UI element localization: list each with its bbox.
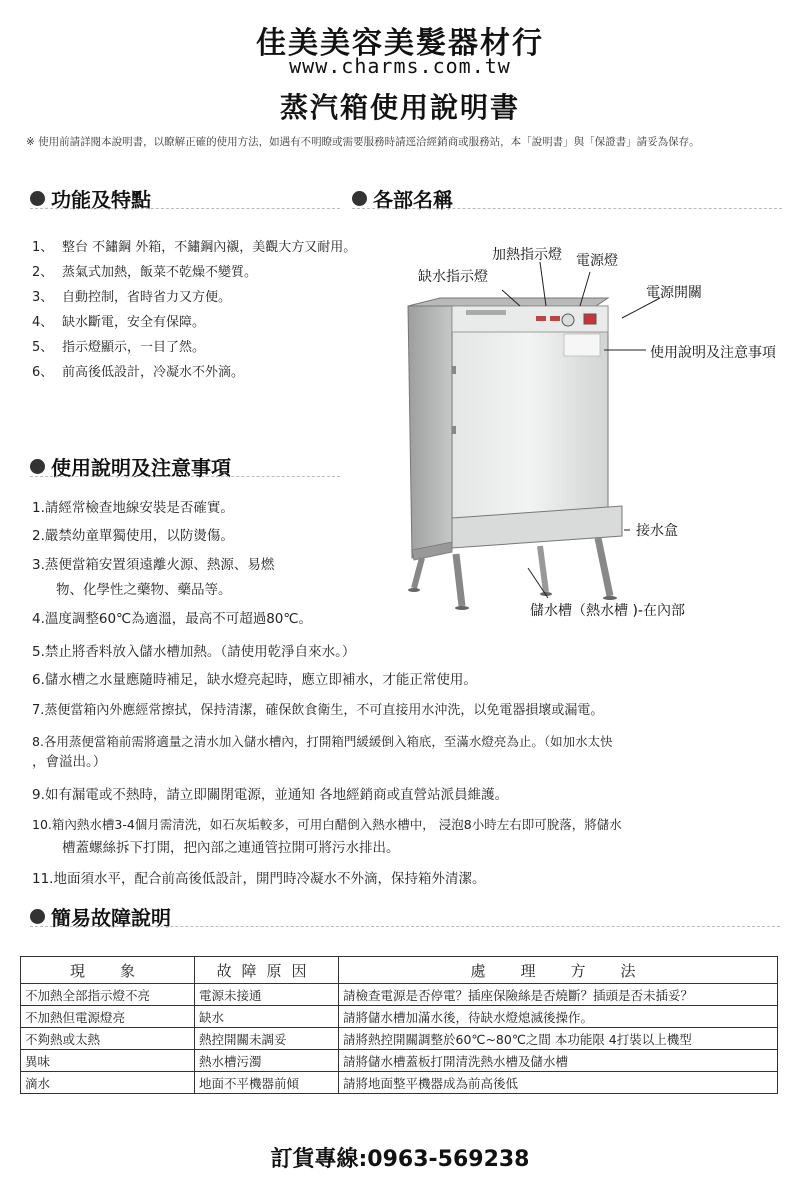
table-row [21,1028,778,1050]
table-row [21,1006,778,1028]
table-row [21,1072,778,1094]
feature-item: 4、 缺水斷電，安全有保障。 [32,315,206,330]
column-header: 現 象 [21,957,195,984]
instruction-item: 7.蒸便當箱內外應經常擦拭，保持清潔，確保飲食衛生，不可直接用水沖洗，以免電器損壞或漏電。 [32,703,604,718]
instruction-item: 9.如有漏電或不熱時，請立即關閉電源，並通知 各地經銷商或直營站派員維護。 [32,787,509,803]
instruction-item: 10.箱內熱水槽3-4個月需清洗，如石灰垢較多，可用白醋倒入熱水槽中， 浸泡8小時左右即可脫落，將儲水 [32,817,622,832]
water-tank-label: 儲水槽（熱水槽 )-在內部 [530,603,685,619]
document-title: 蒸汽箱使用說明書 [279,91,520,124]
drip-box-label: 接水盒 [636,523,678,539]
instruction-item: 8.各用蒸便當箱前需將適量之清水加入儲水槽內，打開箱門緩緩倒入箱底，至滿水燈亮為止。（如加水太快 [32,734,613,749]
company-name: 佳美美容美髮器材行 [256,26,544,61]
parts-title: 各部名稱 [373,188,453,212]
usage-notice: ※ 使用前請詳閱本說明書，以瞭解正確的使用方法，如遇有不明瞭或需要服務時請逕洽經銷商或服務站，本「說明書」與「保證書」請妥為保存。 [26,136,700,148]
instruction-item: 3.蒸便當箱安置須遠離火源、熱源、易燃 [32,557,275,573]
feature-item: 6、 前高後低設計，冷凝水不外滴。 [32,365,245,380]
instruction-item: 5.禁止將香料放入儲水槽加熱。（請使用乾淨自來水。） [32,644,356,660]
column-header: 故障原因 [195,957,339,984]
power-light-label: 電源燈 [576,253,618,269]
power-switch-label: 電源開關 [646,285,702,301]
troubleshooting-title: 簡易故障說明 [51,906,171,930]
table-cell: 熱控開關未調妥 [195,1028,339,1050]
instruction-item: 11.地面須水平，配合前高後低設計，開門時冷凝水不外滴，保持箱外清潔。 [32,871,486,887]
table-cell: 電源未接通 [195,984,339,1006]
feature-item: 1、 整台 不鏽鋼 外箱，不鏽鋼內襯，美觀大方又耐用。 [32,240,357,255]
bullet-icon [30,459,45,474]
instructions-title: 使用說明及注意事項 [51,456,231,480]
divider [30,926,780,927]
instruction-item: ，會溢出。） [32,754,107,770]
feature-item: 5、 指示燈顯示，一目了然。 [32,340,206,355]
table-cell: 請檢查電源是否停電？插座保險絲是否燒斷？插頭是否未插妥？ [339,984,778,1006]
instruction-item: 槽蓋螺絲拆下打開，把內部之連通管拉開可將污水排出。 [62,840,400,856]
heating-light-label: 加熱指示燈 [492,247,562,263]
features-title: 功能及特點 [51,188,151,212]
table-cell: 請將儲水槽蓋板打開清洗熱水槽及儲水槽 [339,1050,778,1072]
table-cell: 熱水槽污濁 [195,1050,339,1072]
table-row [21,1050,778,1072]
table-cell: 不加熱全部指示燈不亮 [21,984,195,1006]
table-row [21,984,778,1006]
table-cell: 不加熱但電源燈亮 [21,1006,195,1028]
table-cell: 請將儲水槽加滿水後，待缺水燈熄滅後操作。 [339,1006,778,1028]
feature-item: 2、 蒸氣式加熱，飯菜不乾燥不變質。 [32,265,258,280]
water-low-light-label: 缺水指示燈 [418,269,488,285]
table-cell: 異味 [21,1050,195,1072]
instruction-item: 物、化學性之藥物、藥品等。 [56,582,232,598]
troubleshooting-table [20,956,778,1094]
bullet-icon [30,909,45,924]
table-header-row [21,957,778,984]
order-hotline: 訂貨專線:0963-569238 [270,1147,530,1172]
column-header: 處 理 方 法 [339,957,778,984]
table-cell: 滴水 [21,1072,195,1094]
table-cell: 不夠熱或太熱 [21,1028,195,1050]
divider [30,476,340,477]
table-cell: 請將地面整平機器成為前高後低 [339,1072,778,1094]
instruction-item: 2.嚴禁幼童單獨使用，以防燙傷。 [32,528,234,544]
table-cell: 請將熱控開關調整於60℃~80℃之間 本功能限 4打裝以上機型 [339,1028,778,1050]
table-cell: 缺水 [195,1006,339,1028]
website-url[interactable]: www.charms.com.tw [289,54,511,78]
manual-label: 使用說明及注意事項 [650,345,776,361]
instruction-item: 6.儲水槽之水量應隨時補足，缺水燈亮起時，應立即補水，才能正常使用。 [32,672,477,688]
instruction-item: 1.請經常檢查地線安裝是否確實。 [32,500,234,516]
instruction-item: 4.溫度調整60℃為適溫，最高不可超過80℃。 [32,611,313,627]
feature-item: 3、 自動控制，省時省力又方便。 [32,290,232,305]
table-cell: 地面不平機器前傾 [195,1072,339,1094]
